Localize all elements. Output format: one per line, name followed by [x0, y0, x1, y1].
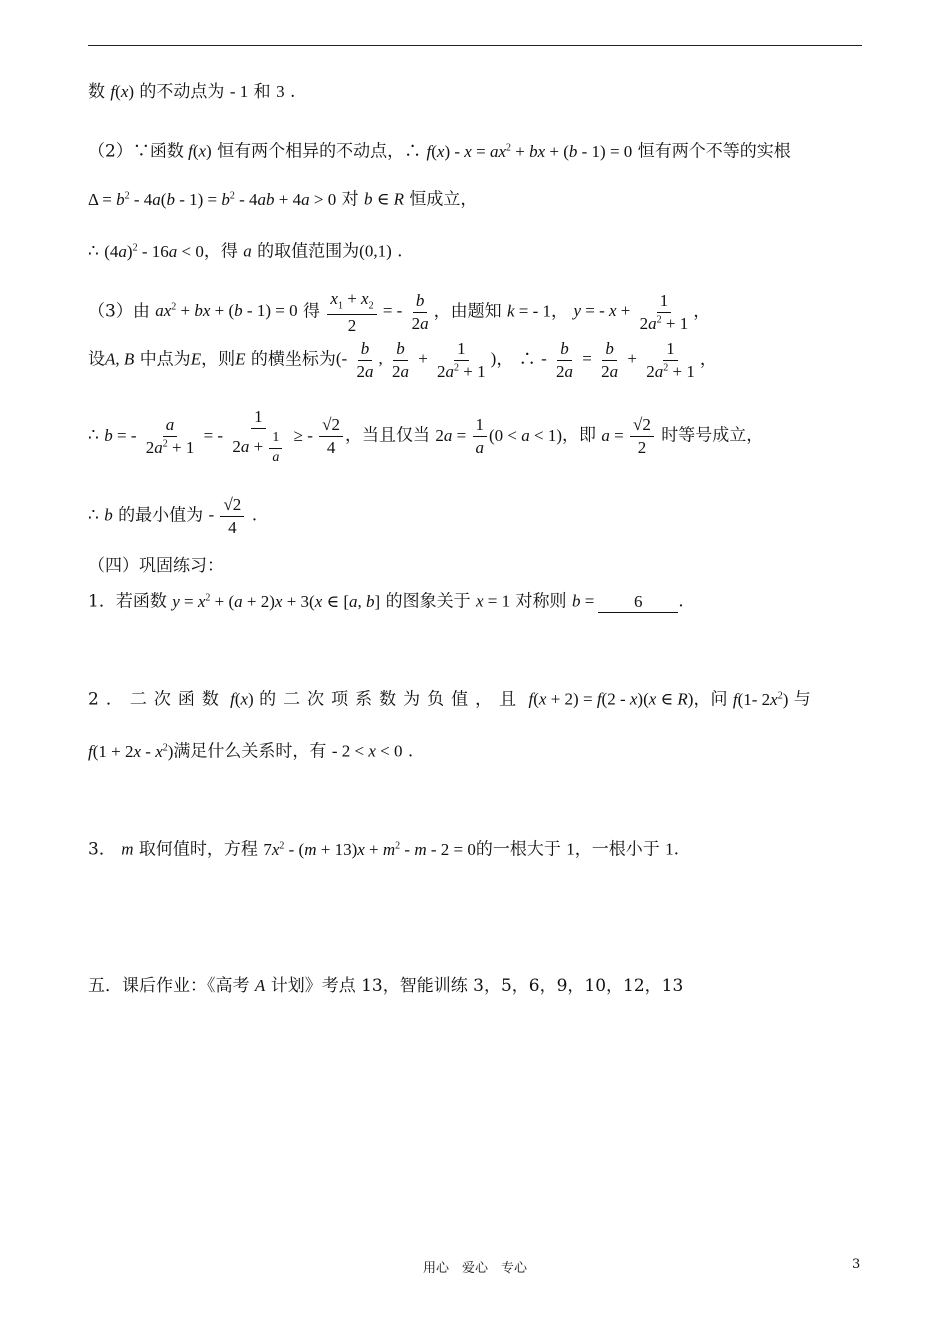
- page-number: 3: [852, 1257, 861, 1272]
- section-heading-practice: （四）巩固练习：: [88, 556, 224, 576]
- text-line-part2: （2）∵函数 f(x) 恒有两个相异的不动点，∴ $f(x) - x = ax^2$ + bx + (b - 1) = 0 恒有两个不等的实根: [88, 141, 791, 162]
- text-line-discriminant: $\Delta = b^2 - 4a(b - 1) = b^2 - 4ab + 4a > 0$ 对 b ∈ R 恒成立，: [88, 189, 478, 210]
- question-2-cont: $f(1 + 2x - x^2)$满足什么关系时，有 - 2 < x < 0 .: [88, 741, 414, 762]
- page-footer: 用心 爱心 专心: [422, 1261, 527, 1276]
- text-line-b-bound: ∴ b = - $\frac{a}{2a^2 + 1}$ = - 1 2a + $\frac{1}{a}$ ≥ - $\frac{√2}{4}$ ，当且仅当 2a = $\frac{1}{a}$ (0 < a < 1)，即 a = $\frac{√2}{2}$ 时等号成立，: [88, 407, 764, 465]
- homework-line: 五．课后作业：《高考 A 计划》考点 13，智能训练 3，5，6，9，10，12，13: [88, 976, 684, 996]
- question-2: 2．二次函数 f(x) 的二次项系数为负值，且 f(x + 2) = f(2 - x)(x ∈ R)，问 f(1- $2x^2$) 与: [88, 689, 811, 710]
- text-line-range: ∴ $(4a)^2 - 16a < 0$，得 a 的取值范围为(0,1) .: [88, 241, 403, 262]
- text-line-min-value: ∴ b 的最小值为 - $\frac{√2}{4}$ .: [88, 495, 258, 537]
- question-3: 3． m 取何值时，方程 $7x^2 - (m + 13)x + m^2 - m - 2 = 0$的一根大于 1，一根小于 1.: [88, 839, 680, 860]
- text-line-fixed-points: 数 f(x) 的不动点为 - 1 和 3 .: [88, 82, 296, 102]
- text-line-part3: （3）由 $ax^2$ + bx + (b - 1) = 0 得 $\frac{x_1 + x_2}{2}$ = - $\frac{b}{2a}$ ，由题知 k = - 1， y = - x + $\frac{1}{2a^2 + 1}$ ，: [88, 289, 711, 335]
- answer-blank: 6: [598, 592, 678, 613]
- header-rule: [88, 45, 862, 46]
- text-line-midpoint: 设A, B 中点为E，则E 的横坐标为(- $\frac{b}{2a}$ , $\frac{b}{2a}$ + $\frac{1}{2a^2 + 1}$ )， ∴ - $\frac{b}{2a}$ = $\frac{b}{2a}$ + $\frac{1}{2a^2 + 1}$ ，: [88, 339, 717, 381]
- question-1: 1．若函数 $y = x^2 + (a + 2)x + 3(x$ ∈ [a, b] 的图象关于 x = 1 对称则 b = 6 .: [88, 591, 684, 612]
